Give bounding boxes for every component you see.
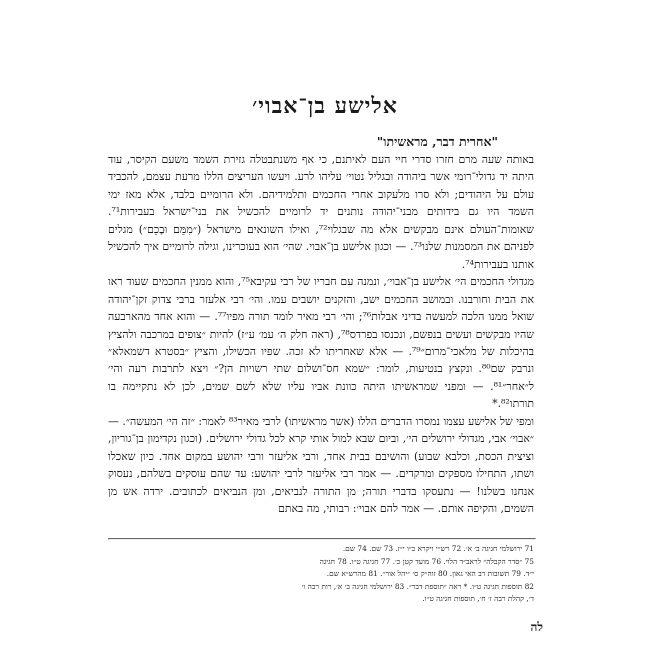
paragraph-1: באותה שעה מרם חזרו סדרי חיי העם לאיתנם, כי אף משנתבטלה גזירת השמד משעם הקיסר, עוד היתה יד גדולי־רומי אשר ביהודה ובגליל נטוי׳ עליהו לרע. ויעשו העריצים הללו מרעת עצמם, להכביד עולם על היהודים; ולא סרו מלעקוב אחרי החכמים ותלמידיהם. ולא הרומיים בלבד, אלא מאז ימי השמד היו גם בידותים מבני־יהודה נותנים יד לרומיים להכשיל את בני־ישראל בעבירות⁷¹. שאומות־העולם אינם מבקשים אלא מה שבגלוי⁷², ואילו השונאים מישראל (״מִמֵּם וּבָכֵם״) מגלים לפניהם את המסמנות שלנו⁷³. — וכגון אלישע בן־אבוי. שהי׳ הוא בעוכרינו, וגילה לרומיים איך להכשיל אותנו בעבירות⁷⁴. [108,153,535,271]
paragraph-2: מגדולי החכמים הי׳ אלישע בן־אבוי׳, ונמנה עם חבריו של רבי עקיבא⁷⁵, והוא ממנין החכמים שעוד ראו את הבית וחורבנו. ובמושב החכמים ישב, והזקנים יושבים עמו. והי׳ רבי אלעזר ברבי צדוק זקן־יהודה שואל ממנו הלכה למעשה בדיני אבלות⁷⁶; והי׳ רבי מאיר לומד תורה מפיו⁷⁷. — והוא אחד מהארבעה שהיו מבקשים ועשים בנפשם, ונכנסו בפרדס⁷⁸, (ראה חלק ה׳ עמ׳ ע״ז) להיות ״צופים במרכבה ולהציץ בהיכלות של מלאכי־מרום״⁷⁹. — אלא שאחריתו לא זכה. שפיו הכשילו, והציץ ״בסטרא דשמאלא״ ונרבק שם⁸⁰. ונקצץ בנטיעות, לומר: ״שמא חס־ושלום שתי רשויות הן?״ ויצא לתרבות רעה והי׳ ל״אחר״⁸¹. — ומפני שמראשיתו היתה כוונת אביו עליו שלא לשם שמים, לכן לא נתקיימה בו תורתו⁸².* [108,275,535,411]
chapter-title: אלישע בן־אבוי׳ [252,93,398,119]
section-heading: "אחרית דבר, מראשיתו" [376,134,498,149]
body-text [108,151,534,518]
footnote-line: 71 ירושלמי חגיגה ב׳ א׳. 72 רש״י ויקרא כ״ו י״ז. 73 שם. 74 שם. [342,544,534,553]
footnote-line: י״ד. 79 תשובות רב האי גאון. 80 זוה״ק ס׳ ״יהל אור״. 81 מהרש״א שם. [326,569,534,579]
footnote-line: 75 ״סדר הקבלה״ לראב״ד הלוי. 76 מועד קטן כ׳. 77 חגיגה ט״ו. 78 חגיגה [319,556,534,566]
footnote-line: ד׳, קהלת רבה ז׳ ח׳, תוספות חגיגה ט״ו. [422,594,534,604]
footnote-divider [108,538,536,540]
paragraph-3: ומפי של אלישע עצמו נמסרו הדברים הללו (אשר מראשיתו) לרבי מאיר⁸³ לאמר: ״זה הי׳ המעשה״. — ״אבוי׳ אבי, מגדולי ירושלים הי׳, וביום שבא למול אותי קרא לכל גדולי ירושלים. (וכגון נקדימון בן־גוריון, וציצית הכסת, וכלבא שבוע) והושיבם בבית אחד, ורבי אליעזר ורבי יהושע במקום אחד. כיון שאכלו ושתו, התחילו מספקים ומרקדים. — אמר רבי אליעזר לרבי יהושע: עד שהם עוסקים בשלהם, נעסוק אנחנו בשלנו! — נתעסקו בדברי תורה; מן התורה לנביאים, ומן הנביאים לכתובים. ירדה אש מן השמים, והקיפה אותם. — אמר להם אבוי׳: רבותי, מה באתם [108,414,534,516]
footnotes [108,543,534,606]
page-number: לה [530,620,543,634]
footnote-line: 82 תוספות חגיגה ט״ו. * ראה ״תוספת דבר״. 83 ירושלמי חגיגה ב׳ א׳, רות רבה ו׳ [301,581,534,591]
